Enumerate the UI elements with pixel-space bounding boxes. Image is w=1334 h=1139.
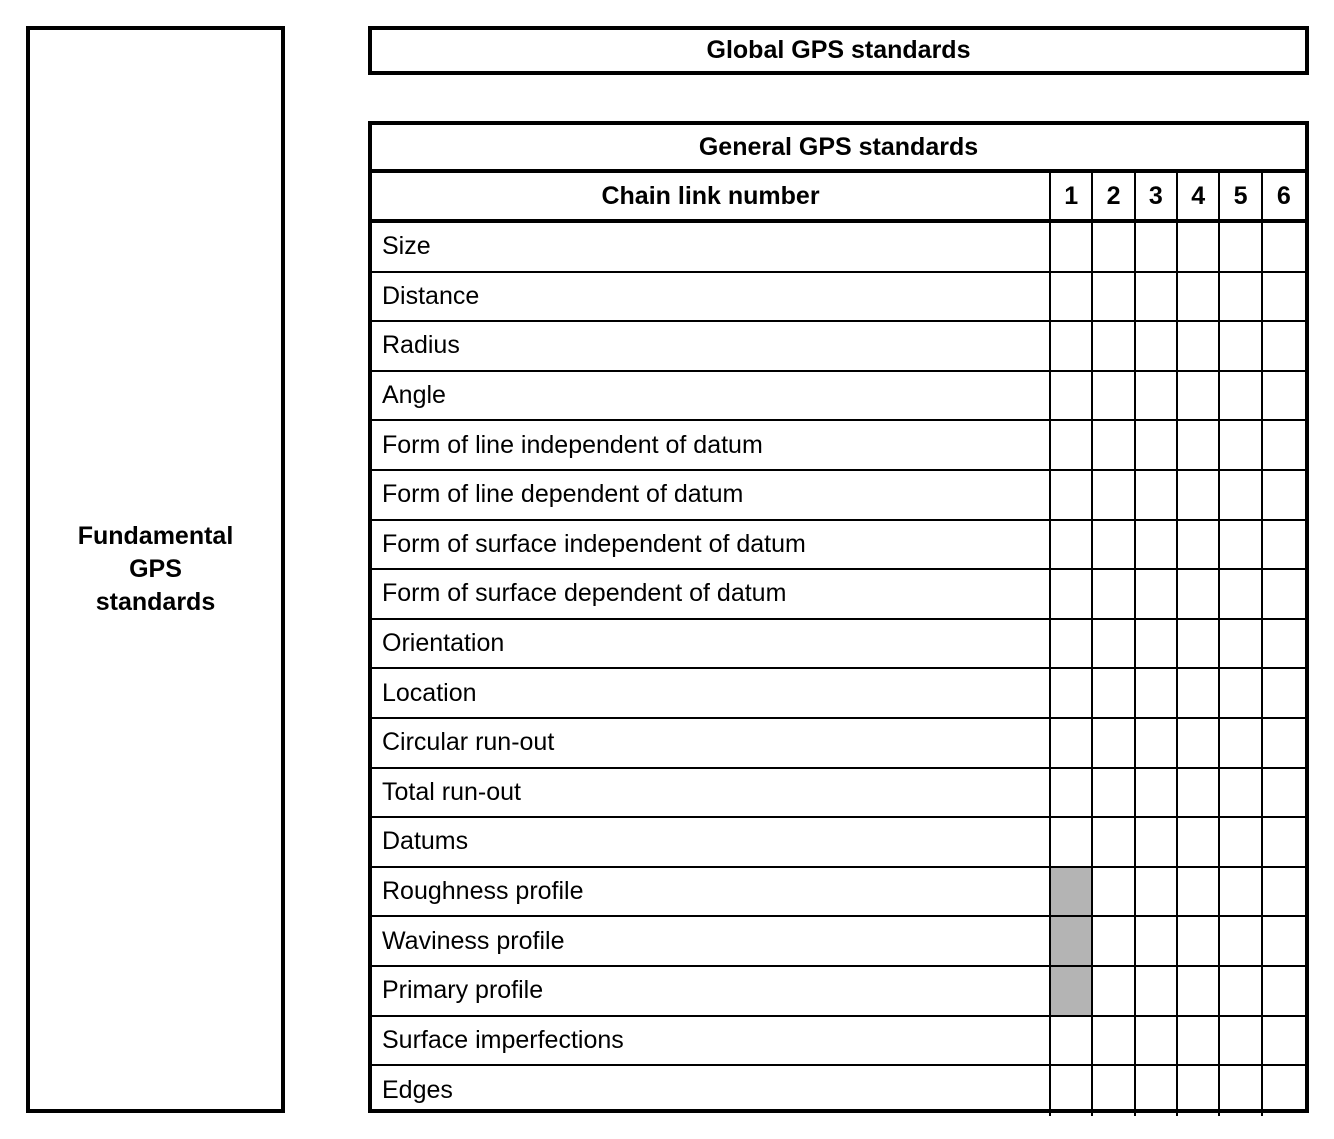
matrix-cell xyxy=(1093,1017,1135,1065)
matrix-cell xyxy=(1051,669,1093,717)
chain-link-header-3: 3 xyxy=(1136,173,1178,219)
matrix-cell-shaded xyxy=(1051,917,1093,965)
table-row xyxy=(372,1017,1305,1067)
matrix-cell xyxy=(1263,620,1305,668)
matrix-cell xyxy=(1051,421,1093,469)
matrix-cell xyxy=(1263,1017,1305,1065)
matrix-cell xyxy=(1263,868,1305,916)
row-label: Form of surface dependent of datum xyxy=(372,570,1051,618)
matrix-cell xyxy=(1263,818,1305,866)
matrix-cell xyxy=(1220,322,1262,370)
matrix-cell xyxy=(1263,1066,1305,1116)
matrix-cell xyxy=(1051,1066,1093,1116)
matrix-cell xyxy=(1093,917,1135,965)
matrix-cell xyxy=(1178,818,1220,866)
row-label: Total run-out xyxy=(372,769,1051,817)
matrix-cell xyxy=(1136,719,1178,767)
matrix-cell xyxy=(1220,570,1262,618)
table-row xyxy=(372,818,1305,868)
matrix-cell xyxy=(1263,669,1305,717)
matrix-cell xyxy=(1051,521,1093,569)
matrix-cell xyxy=(1051,273,1093,321)
matrix-cell xyxy=(1220,1017,1262,1065)
matrix-cell xyxy=(1263,769,1305,817)
general-gps-standards-matrix xyxy=(368,121,1309,1113)
matrix-cell xyxy=(1093,669,1135,717)
table-row xyxy=(372,421,1305,471)
row-label: Waviness profile xyxy=(372,917,1051,965)
matrix-cell xyxy=(1093,967,1135,1015)
matrix-cell xyxy=(1093,223,1135,271)
matrix-cell xyxy=(1220,818,1262,866)
row-label: Circular run-out xyxy=(372,719,1051,767)
matrix-cell xyxy=(1178,421,1220,469)
matrix-cell xyxy=(1136,273,1178,321)
matrix-cell xyxy=(1220,372,1262,420)
global-gps-standards-box xyxy=(368,26,1309,75)
table-row xyxy=(372,669,1305,719)
matrix-cell xyxy=(1093,620,1135,668)
matrix-cell xyxy=(1263,273,1305,321)
matrix-cell xyxy=(1220,521,1262,569)
table-row xyxy=(372,372,1305,422)
matrix-cell xyxy=(1220,868,1262,916)
matrix-cell xyxy=(1263,471,1305,519)
fundamental-label-line-2: GPS xyxy=(129,555,182,583)
table-row xyxy=(372,620,1305,670)
matrix-cell xyxy=(1220,1066,1262,1116)
matrix-cell xyxy=(1093,868,1135,916)
matrix-cell xyxy=(1051,471,1093,519)
matrix-cell xyxy=(1263,421,1305,469)
matrix-cell-shaded xyxy=(1051,868,1093,916)
matrix-cell xyxy=(1051,719,1093,767)
matrix-cell xyxy=(1093,818,1135,866)
chain-link-header-2: 2 xyxy=(1093,173,1135,219)
matrix-cell xyxy=(1220,917,1262,965)
table-row xyxy=(372,967,1305,1017)
row-label: Angle xyxy=(372,372,1051,420)
chain-link-header-1: 1 xyxy=(1051,173,1093,219)
matrix-cell xyxy=(1136,669,1178,717)
matrix-cell xyxy=(1136,471,1178,519)
global-gps-standards-label: Global GPS standards xyxy=(706,36,971,64)
matrix-cell xyxy=(1136,769,1178,817)
fundamental-label-line-3: standards xyxy=(95,588,216,616)
matrix-cell xyxy=(1178,620,1220,668)
matrix-cell xyxy=(1051,372,1093,420)
chain-link-header-6: 6 xyxy=(1276,181,1291,210)
table-row xyxy=(372,471,1305,521)
matrix-cell xyxy=(1178,471,1220,519)
matrix-cell xyxy=(1220,719,1262,767)
matrix-cell xyxy=(1263,917,1305,965)
table-row xyxy=(372,719,1305,769)
row-label: Orientation xyxy=(372,620,1051,668)
matrix-cell xyxy=(1136,620,1178,668)
row-label: Edges xyxy=(372,1066,1051,1116)
table-row xyxy=(372,322,1305,372)
matrix-cell xyxy=(1093,521,1135,569)
table-row xyxy=(372,868,1305,918)
matrix-cell xyxy=(1093,1066,1135,1116)
row-label: Radius xyxy=(372,322,1051,370)
table-row xyxy=(372,769,1305,819)
matrix-cell xyxy=(1136,322,1178,370)
row-label: Form of line independent of datum xyxy=(372,421,1051,469)
matrix-cell xyxy=(1263,372,1305,420)
row-label: Size xyxy=(372,223,1051,271)
general-gps-standards-title: General GPS standards xyxy=(372,125,1305,173)
matrix-cell xyxy=(1051,620,1093,668)
chain-link-header-row xyxy=(372,173,1305,223)
matrix-cell xyxy=(1051,223,1093,271)
matrix-cell xyxy=(1178,521,1220,569)
row-label: Form of surface independent of datum xyxy=(372,521,1051,569)
matrix-cell xyxy=(1178,223,1220,271)
matrix-cell xyxy=(1051,322,1093,370)
row-label: Location xyxy=(372,669,1051,717)
matrix-cell xyxy=(1178,769,1220,817)
row-label: Form of line dependent of datum xyxy=(372,471,1051,519)
row-label: Surface imperfections xyxy=(372,1017,1051,1065)
matrix-cell xyxy=(1136,818,1178,866)
matrix-cell xyxy=(1220,620,1262,668)
matrix-cell xyxy=(1093,471,1135,519)
table-row xyxy=(372,917,1305,967)
matrix-cell-shaded xyxy=(1051,967,1093,1015)
matrix-cell xyxy=(1093,421,1135,469)
matrix-cell xyxy=(1178,917,1220,965)
matrix-cell xyxy=(1051,818,1093,866)
matrix-cell xyxy=(1051,1017,1093,1065)
matrix-cell xyxy=(1136,521,1178,569)
matrix-cell xyxy=(1093,322,1135,370)
matrix-cell xyxy=(1093,769,1135,817)
matrix-cell xyxy=(1220,669,1262,717)
row-label: Roughness profile xyxy=(372,868,1051,916)
matrix-cell xyxy=(1093,570,1135,618)
matrix-cell xyxy=(1178,669,1220,717)
chain-link-number-header: Chain link number xyxy=(372,173,1051,219)
matrix-cell xyxy=(1263,570,1305,618)
matrix-cell xyxy=(1178,372,1220,420)
row-label: Primary profile xyxy=(372,967,1051,1015)
matrix-cell xyxy=(1178,868,1220,916)
matrix-cell xyxy=(1178,570,1220,618)
matrix-cell xyxy=(1051,570,1093,618)
matrix-cell xyxy=(1093,273,1135,321)
matrix-cell xyxy=(1178,273,1220,321)
matrix-cell xyxy=(1136,967,1178,1015)
table-row xyxy=(372,1066,1305,1116)
matrix-cell xyxy=(1136,1017,1178,1065)
matrix-cell xyxy=(1136,917,1178,965)
matrix-cell xyxy=(1263,967,1305,1015)
matrix-cell xyxy=(1178,719,1220,767)
matrix-cell xyxy=(1220,967,1262,1015)
matrix-cell xyxy=(1263,223,1305,271)
fundamental-label-line-1: Fundamental xyxy=(77,522,234,550)
matrix-cell xyxy=(1263,521,1305,569)
row-label: Datums xyxy=(372,818,1051,866)
matrix-cell xyxy=(1220,273,1262,321)
table-row xyxy=(372,223,1305,273)
matrix-cell xyxy=(1178,1066,1220,1116)
matrix-cell xyxy=(1136,1066,1178,1116)
matrix-cell xyxy=(1220,471,1262,519)
matrix-rows xyxy=(372,223,1305,1116)
table-row xyxy=(372,570,1305,620)
matrix-cell xyxy=(1178,967,1220,1015)
matrix-cell xyxy=(1093,372,1135,420)
row-label: Distance xyxy=(372,273,1051,321)
matrix-cell xyxy=(1263,322,1305,370)
matrix-cell xyxy=(1136,223,1178,271)
matrix-cell xyxy=(1220,769,1262,817)
matrix-cell xyxy=(1136,372,1178,420)
chain-link-header-4: 4 xyxy=(1178,173,1220,219)
matrix-cell xyxy=(1263,719,1305,767)
fundamental-gps-standards-box xyxy=(26,26,285,1113)
matrix-cell xyxy=(1136,868,1178,916)
matrix-cell xyxy=(1051,769,1093,817)
matrix-cell xyxy=(1093,719,1135,767)
matrix-cell xyxy=(1136,570,1178,618)
matrix-cell xyxy=(1178,322,1220,370)
chain-link-header-5: 5 xyxy=(1220,173,1262,219)
fundamental-gps-standards-label xyxy=(30,520,281,619)
matrix-cell xyxy=(1220,223,1262,271)
table-row xyxy=(372,273,1305,323)
matrix-cell xyxy=(1178,1017,1220,1065)
matrix-cell xyxy=(1220,421,1262,469)
matrix-cell xyxy=(1136,421,1178,469)
table-row xyxy=(372,521,1305,571)
